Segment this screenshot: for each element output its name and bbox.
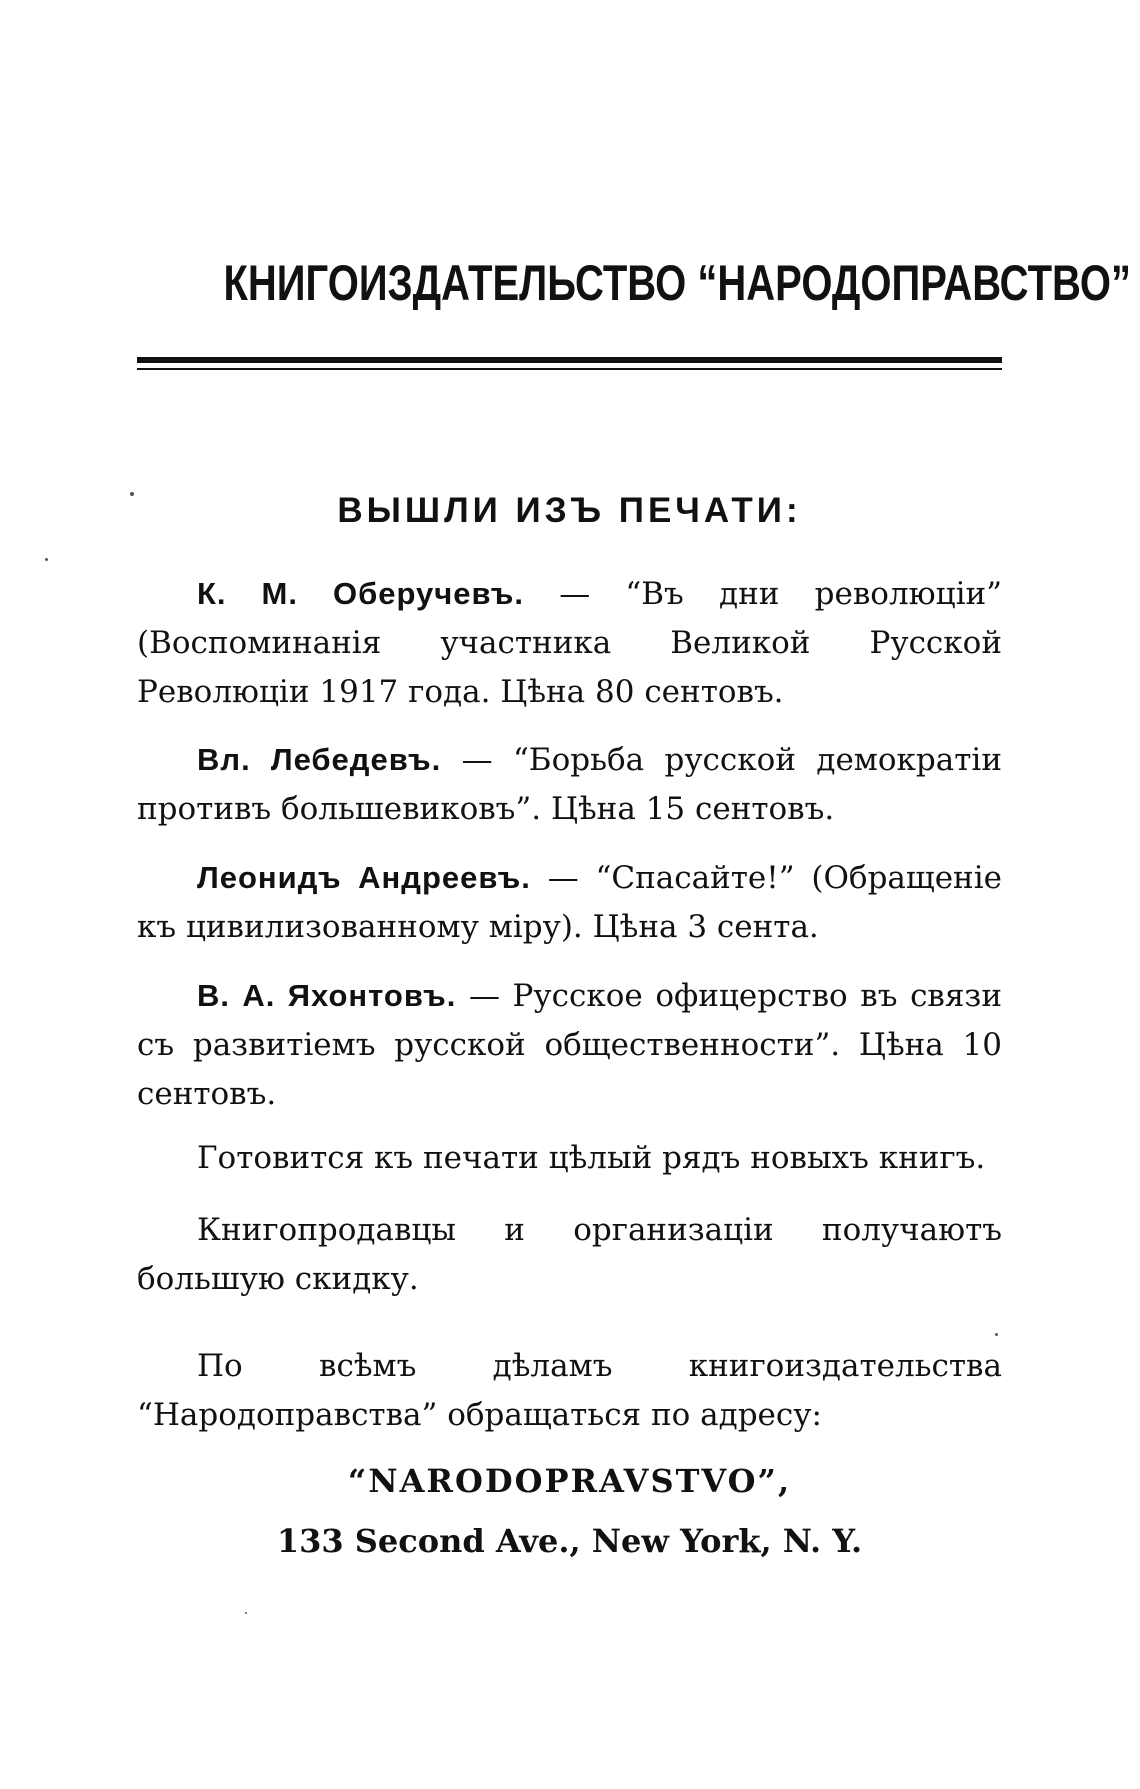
title-rule-thin [137, 368, 1002, 370]
book-author: Вл. Лебедевъ. [197, 742, 442, 777]
book-author: Леонидъ Андреевъ. [197, 860, 531, 895]
forthcoming-note [137, 1134, 1002, 1183]
book-description: — “Борьба русской демократіи противъ большевиковъ”. Цѣна 15 сентовъ. [137, 742, 1002, 827]
discount-text: Книгопродавцы и организаціи получаютъ большую скидку. [137, 1212, 1002, 1297]
section-heading: ВЫШЛИ ИЗЪ ПЕЧАТИ: [337, 491, 802, 530]
book-description: — “Въ дни революціи” (Воспоминанія участника Великой Русской Революціи 1917 года. Цѣна 80 сентовъ. [137, 576, 1003, 710]
discount-note [137, 1206, 1002, 1304]
scan-speck [995, 1333, 998, 1336]
book-entry [137, 853, 1002, 952]
book-entry [137, 569, 1002, 717]
scan-speck [245, 1612, 247, 1614]
book-author: К. М. Оберучевъ. [197, 576, 524, 611]
book-author: В. А. Яхонтовъ. [197, 978, 457, 1013]
address-street: 133 Second Ave., New York, N. Y. [276, 1522, 863, 1560]
book-description: — Русское офицерство въ связи съ развитіемъ русской общественности”. Цѣна 10 сентовъ. [137, 978, 1003, 1112]
address-name: “NARODOPRAVSTVO”, [347, 1462, 792, 1500]
contact-text: По всѣмъ дѣламъ книгоиздательства “Народоправства” обращаться по адресу: [137, 1348, 1002, 1433]
title-rule-thick [137, 357, 1002, 363]
scan-speck [130, 492, 134, 496]
forthcoming-text: Готовится къ печати цѣлый рядъ новыхъ книгъ. [197, 1140, 986, 1176]
contact-note [137, 1342, 1002, 1440]
scan-speck [45, 558, 48, 561]
publisher-title: КНИГОИЗДАТЕЛЬСТВО “НАРОДОПРАВСТВО” [223, 255, 1131, 311]
book-entry [137, 735, 1002, 834]
book-description: — “Спасайте!” (Обращеніе къ цивилизованному міру). Цѣна 3 сента. [137, 860, 1002, 945]
book-entry [137, 971, 1002, 1119]
